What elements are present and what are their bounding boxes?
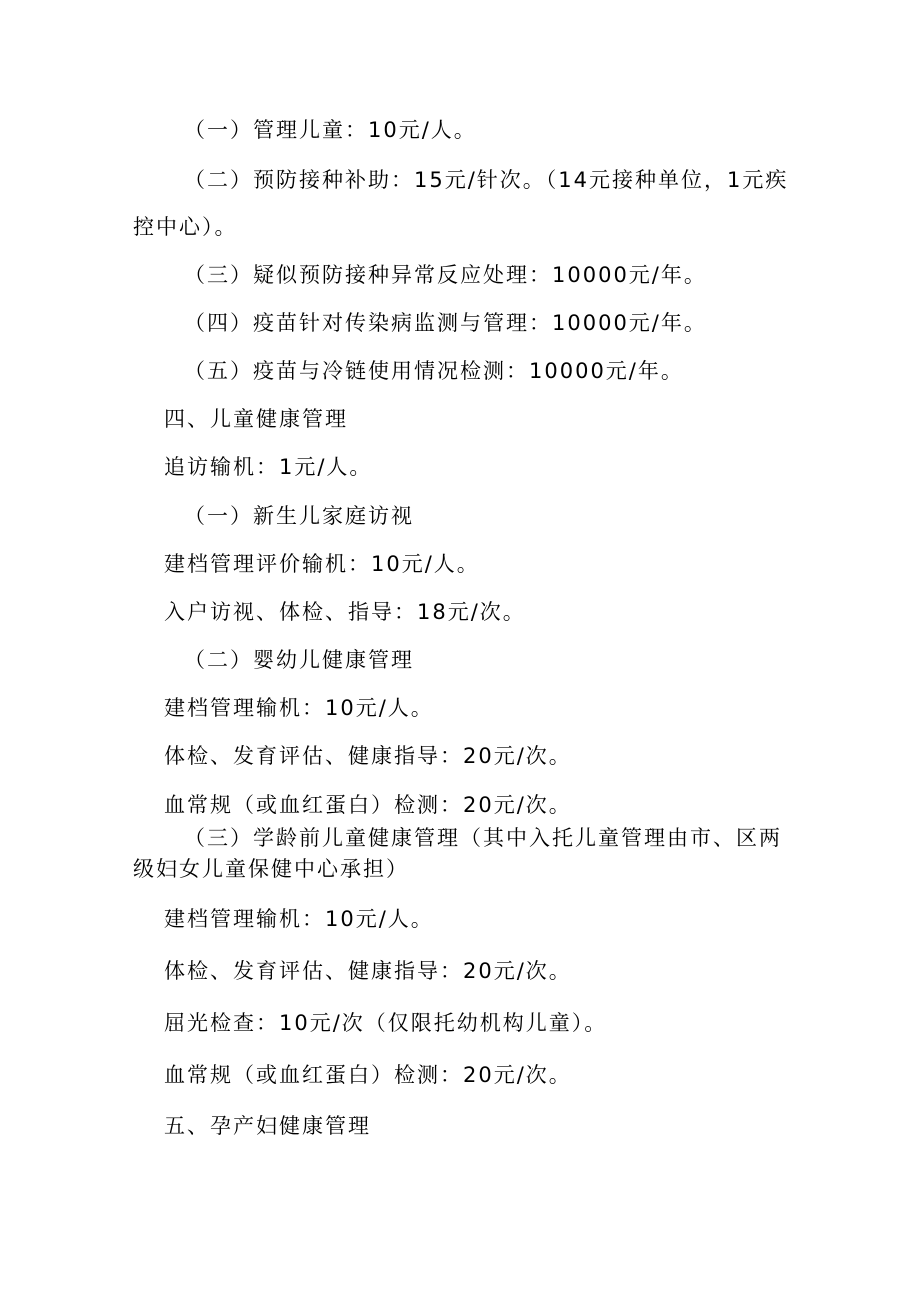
text-line: 控中心）。 — [133, 215, 238, 239]
text-line: 建档管理输机：10元/人。 — [164, 696, 434, 720]
subsection-heading: （一）新生儿家庭访视 — [184, 504, 414, 528]
subsection-heading: （三）学龄前儿童健康管理（其中入托儿童管理由市、区两 — [184, 826, 782, 850]
text-line: 建档管理输机：10元/人。 — [164, 907, 434, 931]
text-line: 屈光检查：10元/次（仅限托幼机构儿童）。 — [164, 1011, 608, 1035]
text-line: 体检、发育评估、健康指导：20元/次。 — [164, 744, 572, 768]
text-line: 追访输机：1元/人。 — [164, 455, 373, 479]
text-line: （三）疑似预防接种异常反应处理：10000元/年。 — [184, 263, 707, 287]
text-line: 体检、发育评估、健康指导：20元/次。 — [164, 959, 572, 983]
text-line: （四）疫苗针对传染病监测与管理：10000元/年。 — [184, 311, 707, 335]
section-heading: 五、孕产妇健康管理 — [164, 1114, 371, 1138]
section-heading: 四、儿童健康管理 — [164, 407, 348, 431]
text-line: 入户访视、体检、指导：18元/次。 — [164, 600, 526, 624]
text-line: 血常规（或血红蛋白）检测：20元/次。 — [164, 1063, 572, 1087]
text-line: （一）管理儿童：10元/人。 — [184, 118, 477, 142]
text-line: 血常规（或血红蛋白）检测：20元/次。 — [164, 793, 572, 817]
text-line: （二）预防接种补助：15元/针次。（14元接种单位，1元疾 — [184, 168, 789, 192]
text-line: 级妇女儿童保健中心承担） — [133, 857, 409, 881]
text-line: （五）疫苗与冷链使用情况检测：10000元/年。 — [184, 359, 684, 383]
text-line: 建档管理评价输机：10元/人。 — [164, 552, 480, 576]
subsection-heading: （二）婴幼儿健康管理 — [184, 648, 414, 672]
